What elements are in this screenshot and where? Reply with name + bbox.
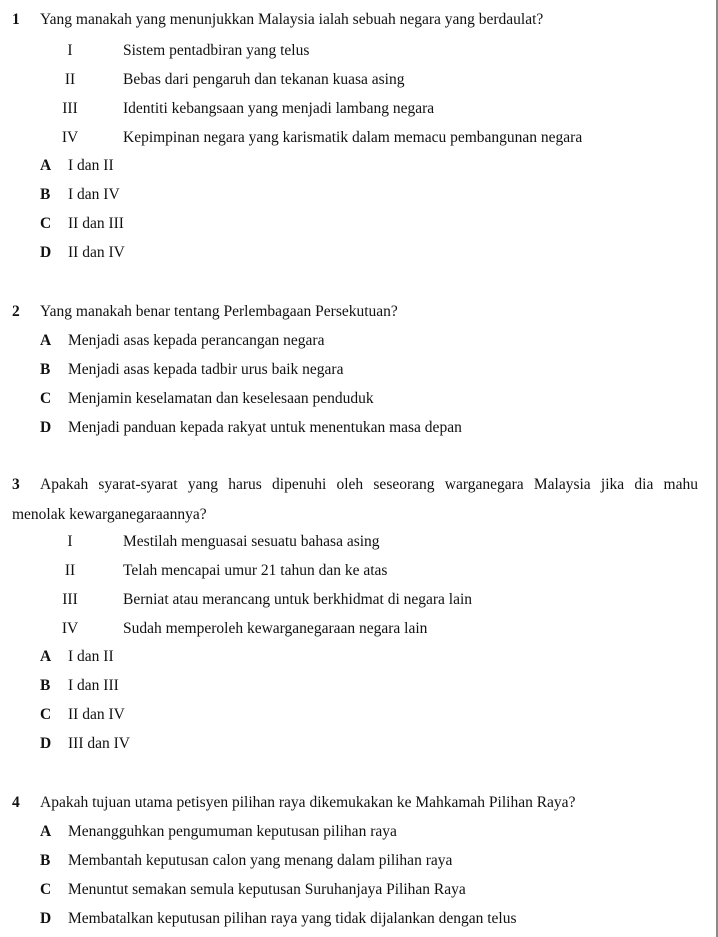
option-letter: C: [40, 215, 52, 232]
option-text: Menjamin keselamatan dan keselesaan penduduk: [68, 390, 374, 407]
statement-numeral: I: [67, 42, 73, 59]
option-text: Menjadi asas kepada tadbir urus baik negara: [68, 361, 344, 378]
statement-numeral: IV: [61, 129, 79, 146]
statement-text: Sistem pentadbiran yang telus: [123, 42, 310, 59]
option-letter: B: [40, 186, 51, 203]
option-letter: D: [40, 419, 52, 436]
option-letter: B: [40, 852, 51, 869]
option-text: I dan III: [68, 677, 119, 694]
option-text: II dan IV: [68, 706, 125, 723]
question-text-continuation: menolak kewarganegaraannya?: [12, 506, 207, 523]
option-letter: A: [40, 648, 52, 665]
statement-numeral: III: [62, 591, 78, 608]
option-text: Menjadi asas kepada perancangan negara: [68, 332, 325, 349]
statement-numeral: II: [64, 562, 76, 579]
option-letter: B: [40, 361, 51, 378]
option-text: I dan II: [68, 157, 114, 174]
question-number: 4: [12, 794, 20, 811]
option-letter: A: [40, 332, 52, 349]
statement-numeral: III: [62, 100, 78, 117]
statement-numeral: IV: [61, 620, 79, 637]
statement-text: Identiti kebangsaan yang menjadi lambang negara: [123, 100, 435, 117]
option-text: I dan IV: [68, 186, 120, 203]
question-number: 2: [12, 303, 20, 320]
option-letter: B: [40, 677, 51, 694]
option-letter: A: [40, 823, 52, 840]
question-text: Apakah syarat-syarat yang harus dipenuhi oleh seseorang warganegara Malaysia jika dia mahu: [40, 476, 698, 493]
option-text: I dan II: [68, 648, 114, 665]
option-text: II dan III: [68, 215, 124, 232]
question-text: Yang manakah yang menunjukkan Malaysia ialah sebuah negara yang berdaulat?: [40, 11, 544, 28]
statement-text: Mestilah menguasai sesuatu bahasa asing: [123, 533, 380, 550]
statement-text: Sudah memperoleh kewarganegaraan negara lain: [123, 620, 428, 637]
option-letter: D: [40, 910, 52, 927]
question-number: 1: [12, 11, 20, 28]
option-letter: C: [40, 881, 52, 898]
statement-numeral: I: [67, 533, 73, 550]
option-text: Membatalkan keputusan pilihan raya yang tidak dijalankan dengan telus: [68, 910, 517, 927]
option-letter: D: [40, 735, 52, 752]
option-letter: C: [40, 390, 52, 407]
option-text: III dan IV: [68, 735, 130, 752]
option-text: II dan IV: [68, 244, 125, 261]
option-letter: C: [40, 706, 52, 723]
question-number: 3: [12, 476, 20, 493]
option-text: Menjadi panduan kepada rakyat untuk menentukan masa depan: [68, 419, 462, 436]
option-letter: D: [40, 244, 52, 261]
option-letter: A: [40, 157, 52, 174]
option-text: Menuntut semakan semula keputusan Suruhanjaya Pilihan Raya: [68, 881, 466, 898]
statement-text: Berniat atau merancang untuk berkhidmat di negara lain: [123, 591, 473, 608]
statement-text: Telah mencapai umur 21 tahun dan ke atas: [123, 562, 388, 579]
statement-text: Kepimpinan negara yang karismatik dalam memacu pembangunan negara: [123, 129, 583, 146]
option-text: Menangguhkan pengumuman keputusan pilihan raya: [68, 823, 397, 840]
statement-text: Bebas dari pengaruh dan tekanan kuasa asing: [123, 71, 405, 88]
option-text: Membantah keputusan calon yang menang dalam pilihan raya: [68, 852, 453, 869]
statement-numeral: II: [64, 71, 76, 88]
question-text: Apakah tujuan utama petisyen pilihan raya dikemukakan ke Mahkamah Pilihan Raya?: [40, 794, 576, 811]
question-text: Yang manakah benar tentang Perlembagaan Persekutuan?: [40, 303, 398, 320]
